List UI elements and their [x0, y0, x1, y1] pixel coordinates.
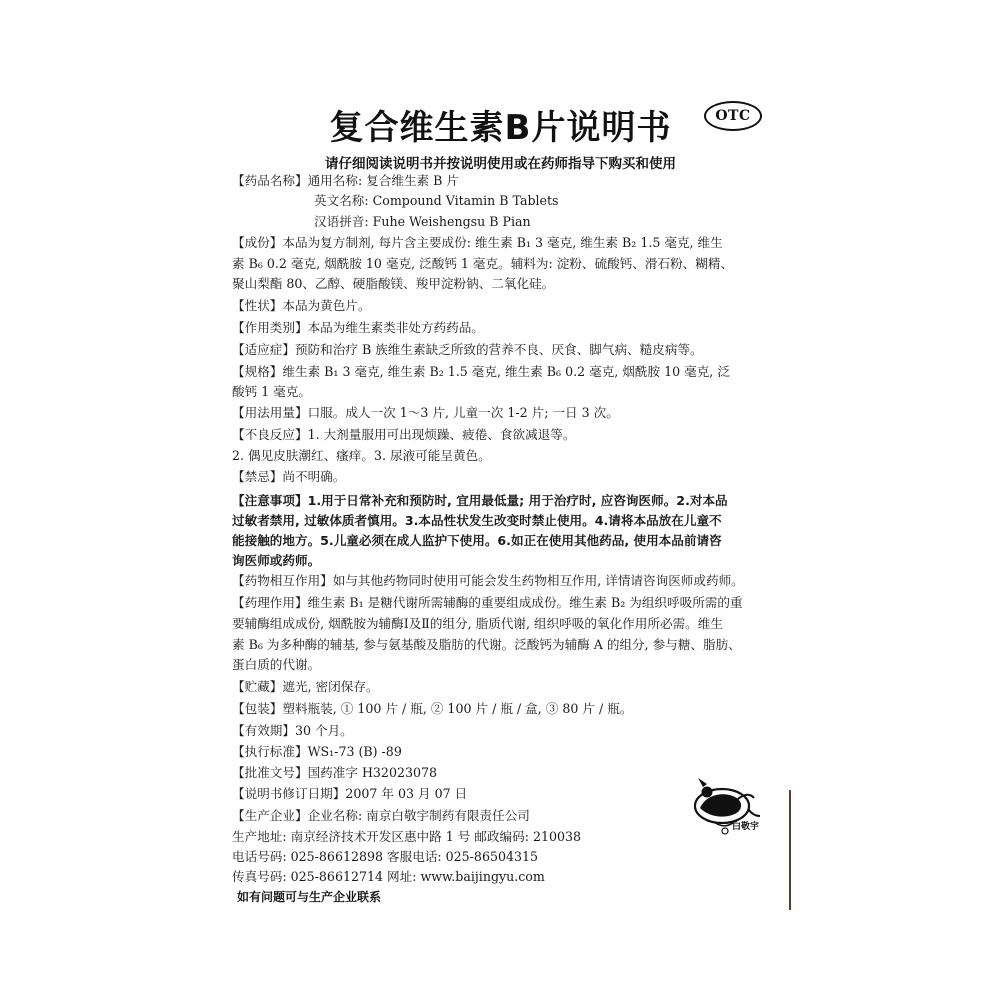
manufacturer-phone: 电话号码: 025-86612898 客服电话: 025-86504315 — [232, 849, 539, 864]
english-name: 英文名称: Compound Vitamin B Tablets — [314, 193, 559, 208]
pharmacology-line: 素 B₆ 为多种酶的辅基, 参与氨基酸及脂肪的代谢。泛酸钙为辅酶 A 的组分, 参与糖、脂肪、 — [232, 637, 741, 652]
pinyin-name: 汉语拼音: Fuhe Weishengsu B Pian — [314, 214, 531, 229]
section-category: 【作用类别】本品为维生素类非处方药药品。 — [232, 320, 484, 335]
page-edge-line — [789, 790, 791, 910]
ingredients-line: 聚山梨酯 80、乙醇、硬脂酸镁、羧甲淀粉钠、二氧化硅。 — [232, 276, 555, 291]
pharmacology-line: 蛋白质的代谢。 — [232, 657, 321, 672]
manufacturer-address: 生产地址: 南京经济技术开发区惠中路 1 号 邮政编码: 210038 — [232, 829, 582, 844]
pharmacology-line: 要辅酶组成成份, 烟酰胺为辅酶Ⅰ及Ⅱ的组分, 脂质代谢, 组织呼吸的氧化作用所必需。维生 — [232, 616, 723, 631]
logo-graphic — [688, 775, 772, 839]
precautions-line: 过敏者禁用, 过敏体质者慎用。3.本品性状发生改变时禁止使用。4.请将本品放在儿童不 — [232, 513, 722, 528]
manufacturer-fax-website: 传真号码: 025-86612714 网址: www.baijingyu.com — [232, 869, 545, 884]
contact-note: 如有问题可与生产企业联系 — [237, 890, 382, 904]
section-appearance: 【性状】本品为黄色片。 — [232, 298, 371, 313]
adverse-reactions-line: 2. 偶见皮肤潮红、瘙痒。3. 尿液可能呈黄色。 — [232, 448, 491, 463]
section-interactions: 【药物相互作用】如与其他药物同时使用可能会发生药物相互作用, 详情请咨询医师或药师。 — [232, 573, 744, 588]
section-pharmacology: 【药理作用】维生素 B₁ 是糖代谢所需辅酶的重要组成成份。维生素 B₂ 为组织呼吸所需的重 — [232, 595, 743, 610]
logo-caption: 白敬宇 — [732, 822, 760, 832]
section-manufacturer: 【生产企业】企业名称: 南京白敬宇制药有限责任公司 — [232, 808, 530, 823]
baijingyu-logo-icon — [688, 775, 772, 839]
section-approval-number: 【批准文号】国药准字 H32023078 — [232, 765, 438, 780]
section-contraindications: 【禁忌】尚不明确。 — [232, 469, 346, 484]
document-title: 复合维生素B片说明书 — [329, 108, 672, 148]
section-revision-date: 【说明书修订日期】2007 年 03 月 07 日 — [232, 786, 468, 801]
precautions-line: 询医师或药师。 — [232, 553, 321, 568]
otc-badge: OTC — [704, 101, 762, 131]
specification-line: 酸钙 1 毫克。 — [232, 384, 311, 399]
section-adverse-reactions: 【不良反应】1. 大剂量服用可出现烦躁、疲倦、食欲减退等。 — [232, 427, 576, 442]
section-ingredients: 【成份】本品为复方制剂, 每片含主要成份: 维生素 B₁ 3 毫克, 维生素 B₂ 1.5 毫克, 维生 — [232, 235, 723, 250]
section-indications: 【适应症】预防和治疗 B 族维生素缺乏所致的营养不良、厌食、脚气病、糙皮病等。 — [232, 342, 703, 357]
section-dosage: 【用法用量】口服。成人一次 1～3 片, 儿童一次 1-2 片; 一日 3 次。 — [232, 405, 619, 420]
section-drug-name: 【药品名称】通用名称: 复合维生素 B 片 — [232, 173, 460, 188]
section-precautions: 【注意事项】1.用于日常补充和预防时, 宜用最低量; 用于治疗时, 应咨询医师。2.对本品 — [232, 493, 728, 508]
usage-instruction: 请仔细阅读说明书并按说明使用或在药师指导下购买和使用 — [325, 156, 676, 172]
section-packaging: 【包装】塑料瓶装, ① 100 片 / 瓶, ② 100 片 / 瓶 / 盒, ③ 80 片 / 瓶。 — [232, 701, 633, 716]
section-shelf-life: 【有效期】30 个月。 — [232, 723, 353, 738]
ingredients-line: 素 B₆ 0.2 毫克, 烟酰胺 10 毫克, 泛酸钙 1 毫克。辅料为: 淀粉、硫酸钙、滑石粉、糊精、 — [232, 256, 734, 271]
precautions-line: 能接触的地方。5.儿童必须在成人监护下使用。6.如正在使用其他药品, 使用本品前请咨 — [232, 533, 722, 548]
section-specification: 【规格】维生素 B₁ 3 毫克, 维生素 B₂ 1.5 毫克, 维生素 B₆ 0.2 毫克, 烟酰胺 10 毫克, 泛 — [232, 364, 730, 379]
section-standard: 【执行标准】WS₁-73 (B) -89 — [232, 744, 402, 759]
section-storage: 【贮藏】遮光, 密闭保存。 — [232, 679, 379, 694]
